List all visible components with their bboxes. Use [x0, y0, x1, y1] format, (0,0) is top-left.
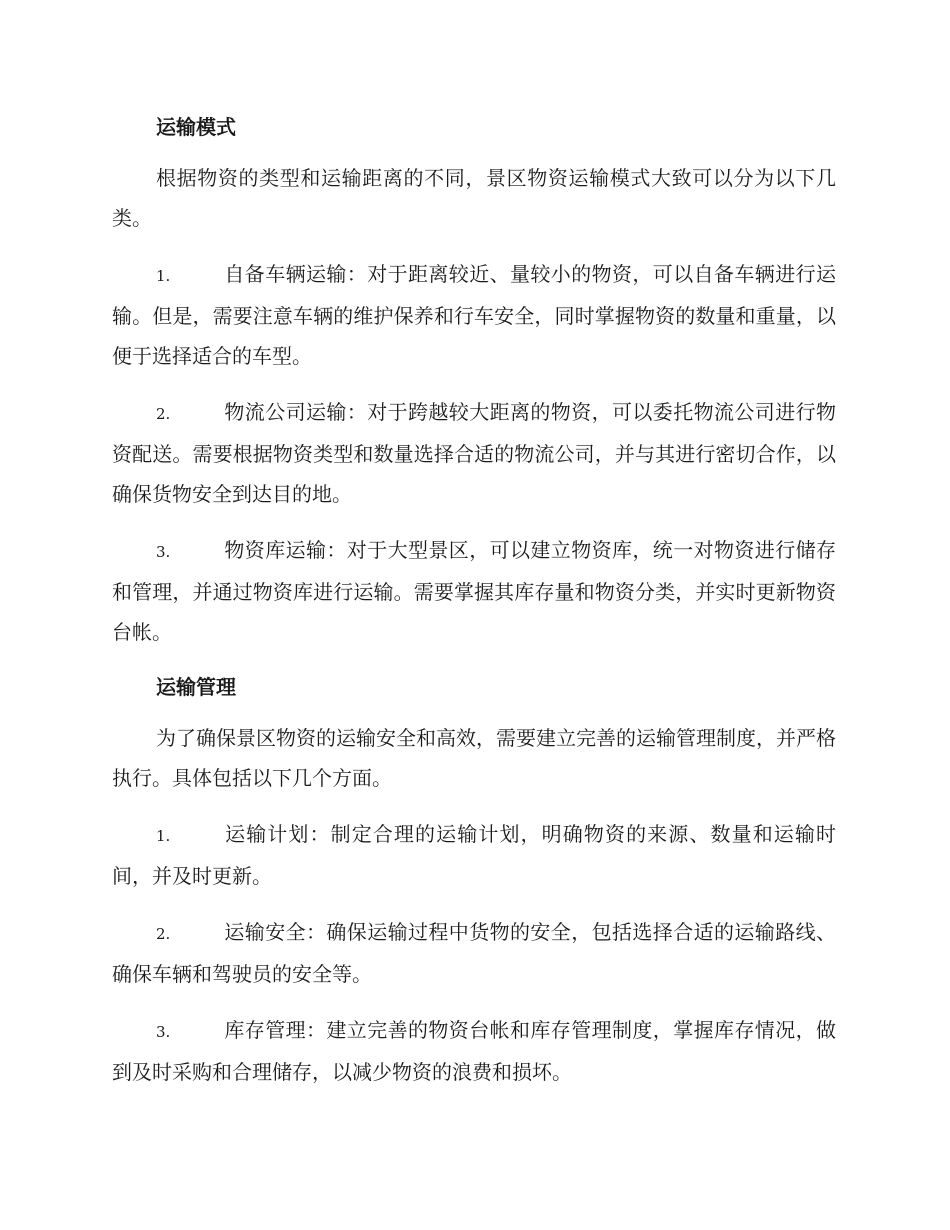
list-item-number: 2.: [156, 405, 171, 423]
list-item-text: 运输安全：确保运输过程中货物的安全，包括选择合适的运输路线、确保车辆和驾驶员的安全等。: [112, 920, 836, 986]
section-intro-transport-management: 为了确保景区物资的运输安全和高效，需要建立完善的运输管理制度，并严格执行。具体包括以下几个方面。: [112, 726, 836, 790]
list-item: [112, 392, 836, 514]
section-intro-transport-mode: 根据物资的类型和运输距离的不同，景区物资运输模式大致可以分为以下几类。: [112, 166, 836, 230]
section-heading-transport-management: 运输管理: [156, 675, 236, 699]
document-page: [112, 108, 836, 1108]
list-item: [112, 254, 836, 376]
list-item-text: 库存管理：建立完善的物资台帐和库存管理制度，掌握库存情况，做到及时采购和合理储存，以减少物资的浪费和损坏。: [112, 1018, 836, 1084]
list-item-text: 运输计划：制定合理的运输计划，明确物资的来源、数量和运输时间，并及时更新。: [112, 822, 836, 888]
list-item: [112, 530, 836, 652]
list-item: [112, 1010, 836, 1092]
list-item-number: 2.: [156, 925, 171, 943]
list-item-text: 物资库运输：对于大型景区，可以建立物资库，统一对物资进行储存和管理，并通过物资库进行运输。需要掌握其库存量和物资分类，并实时更新物资台帐。: [112, 538, 836, 644]
section-heading-transport-mode: 运输模式: [156, 115, 236, 139]
list-item-text: 自备车辆运输：对于距离较近、量较小的物资，可以自备车辆进行运输。但是，需要注意车辆的维护保养和行车安全，同时掌握物资的数量和重量，以便于选择适合的车型。: [112, 262, 836, 368]
list-item-text: 物流公司运输：对于跨越较大距离的物资，可以委托物流公司进行物资配送。需要根据物资类型和数量选择合适的物流公司，并与其进行密切合作，以确保货物安全到达目的地。: [112, 400, 836, 506]
list-item-number: 3.: [156, 543, 171, 561]
list-item: [112, 814, 836, 896]
list-item-number: 1.: [156, 827, 171, 845]
list-item: [112, 912, 836, 994]
list-item-number: 3.: [156, 1023, 171, 1041]
list-item-number: 1.: [156, 267, 171, 285]
